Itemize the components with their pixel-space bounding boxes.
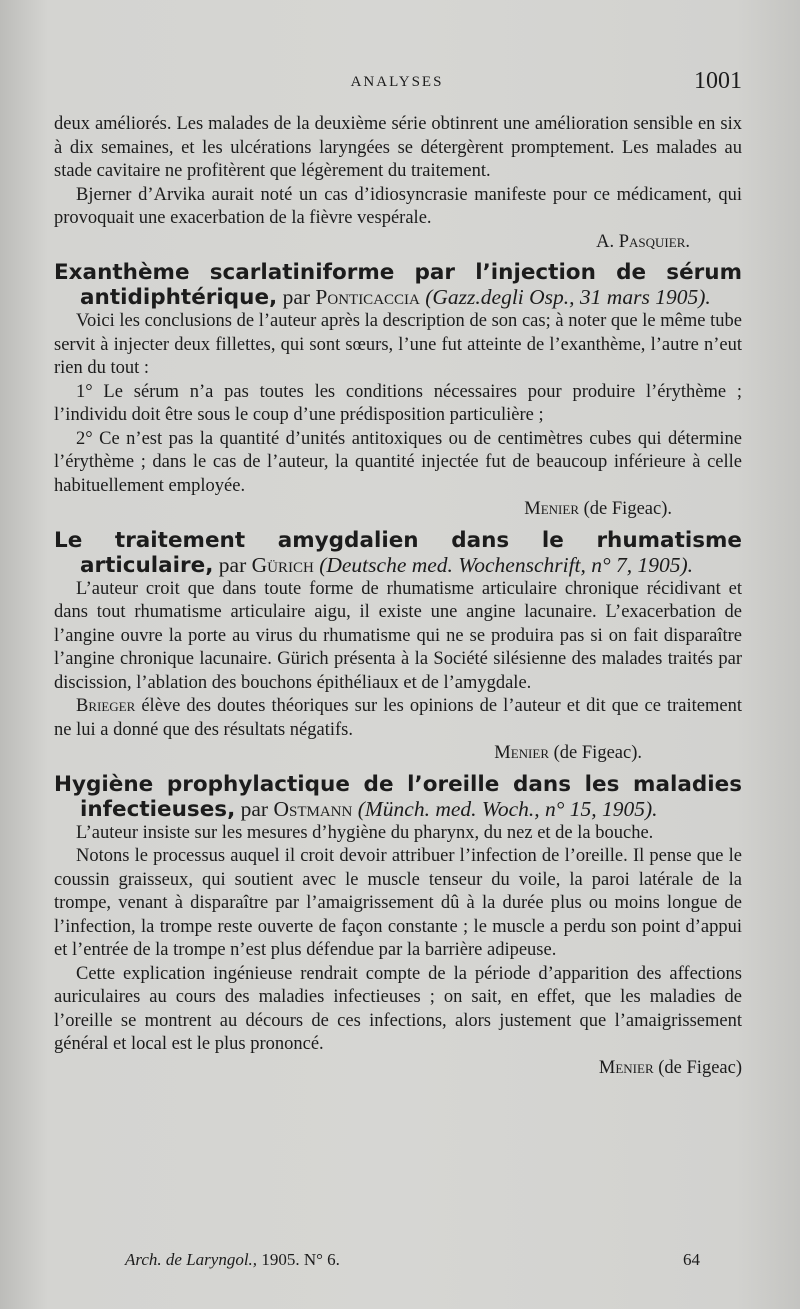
running-head-title: ANALYSES	[350, 74, 444, 90]
article3-signature-name: Menier	[494, 743, 550, 763]
article4-signature	[54, 1057, 742, 1081]
article3-paragraph-2-name: Brieger	[76, 696, 136, 716]
article1-signature	[54, 231, 742, 255]
article2-title: Exanthème scarlatiniforme par l’injection de sérum antidiphtérique,	[54, 260, 742, 310]
article1-signature-text: A. Pasquier.	[596, 231, 690, 252]
article4-source: (Münch. med. Woch., n° 15, 1905).	[357, 796, 658, 821]
running-head	[52, 68, 742, 98]
article3-signature	[54, 742, 742, 766]
article2-item-2: 2° Ce n’est pas la quantité d’unités antitoxiques ou de centimètres cubes qui détermine l’érythème ; dans le cas de l’auteur, la quantité injectée fut de beaucoup inférieure à celle habituellement employée.	[54, 428, 742, 496]
article3-paragraph-2-text: élève des doutes théoriques sur les opinions de l’auteur et dit que ce traitement ne lui a donné que des résultats négatifs.	[54, 696, 742, 740]
article4-author: Ostmann	[273, 796, 353, 821]
article3-source: (Deutsche med. Wochenschrift, n° 7, 1905).	[319, 552, 694, 577]
article1-paragraph-2: Bjerner d’Arvika aurait noté un cas d’idiosyncrasie manifeste pour ce médicament, qui provoquait une exacerbation de la fièvre vespérale.	[54, 184, 742, 228]
article4-heading	[54, 772, 742, 822]
page-content	[54, 113, 742, 1080]
article2-paragraph-1: Voici les conclusions de l’auteur après la description de son cas; à noter que le même tube servit à injecter deux fillettes, qui sont sœurs, l’une fut atteinte de l’exanthème, l’autre n’eut rien du tout :	[54, 311, 742, 378]
article3-title: Le traitement amygdalien dans le rhumatisme articulaire,	[54, 527, 742, 578]
article2-item-1: 1° Le sérum n’a pas toutes les conditions nécessaires pour produire l’érythème ; l’individu doit être sous le coup d’une prédisposition particulière ;	[54, 381, 742, 425]
article3-par: par	[213, 552, 252, 577]
article3-signature-place: (de Figeac).	[549, 743, 642, 763]
article3-paragraph-1: L’auteur croit que dans toute forme de rhumatisme articulaire chronique récidivant et dans tout rhumatisme articulaire aigu, il existe une angine lacunaire. L’exacerbation de l’angine ouvre la porte au virus du rhumatisme qui ne se produira pas si on fait disparaître l’angine chronique lacunaire. Gürich présenta à la Société silésienne des malades traités par discission, l’ablation des bouchons épithéliaux et de l’amygdale.	[54, 578, 742, 693]
page-footer	[70, 1250, 700, 1274]
article4-signature-name: Menier	[598, 1057, 654, 1078]
article4-paragraph-3: Cette explication ingénieuse rendrait compte de la période d’apparition des affections auriculaires au cours des maladies infectieuses ; on sait, en effet, que les maladies de l’oreille se montrent au décours de ces infections, alors justement que l’amaigrissement général et local est le plus prononcé.	[54, 963, 742, 1054]
footer-sheet-number: 64	[683, 1250, 700, 1269]
footer-journal	[125, 1250, 340, 1270]
article4-signature-place: (de Figeac)	[653, 1057, 742, 1078]
footer-journal-title: Arch. de Laryngol.,	[125, 1250, 258, 1269]
article3-heading	[54, 528, 742, 578]
article3-paragraph-2	[54, 695, 742, 742]
article2-par: par	[277, 285, 316, 309]
article2-signature-place: (de Figeac).	[579, 499, 672, 519]
article2-signature	[54, 498, 742, 522]
article4-title: Hygiène prophylactique de l’oreille dans les maladies infectieuses,	[54, 771, 742, 822]
article4-paragraph-1: L’auteur insiste sur les mesures d’hygiène du pharynx, du nez et de la bouche.	[76, 822, 654, 843]
article4-paragraph-2: Notons le processus auquel il croit devoir attribuer l’infection de l’oreille. Il pense que le coussin graisseux, qui soutient avec le muscle tenseur du voile, la paroi latérale de la trompe, venant à disparaître par l’amaigrissement dû à la durée plus ou moins longue de l’infection, la trompe reste ouverte de façon constante ; le muscle a perdu son point d’appui et l’entrée de la trompe n’est plus défendue par la barrière adipeuse.	[54, 846, 742, 960]
footer-year-number: 1905. N° 6.	[257, 1250, 340, 1269]
article2-heading	[54, 260, 742, 310]
page-number: 1001	[694, 68, 742, 94]
article2-signature-name: Menier	[524, 499, 580, 519]
article4-par: par	[235, 796, 274, 821]
article1-paragraph-1: deux améliorés. Les malades de la deuxième série obtinrent une amélioration sensible en six à dix semaines, et les ulcérations laryngées se détergèrent promptement. Les malades au stade cavitaire ne profitèrent que légèrement du traitement.	[54, 114, 742, 181]
article2-author: Ponticaccia	[315, 285, 420, 309]
article3-author: Gürich	[251, 552, 314, 577]
article2-source: (Gazz.degli Osp., 31 mars 1905).	[425, 285, 711, 309]
